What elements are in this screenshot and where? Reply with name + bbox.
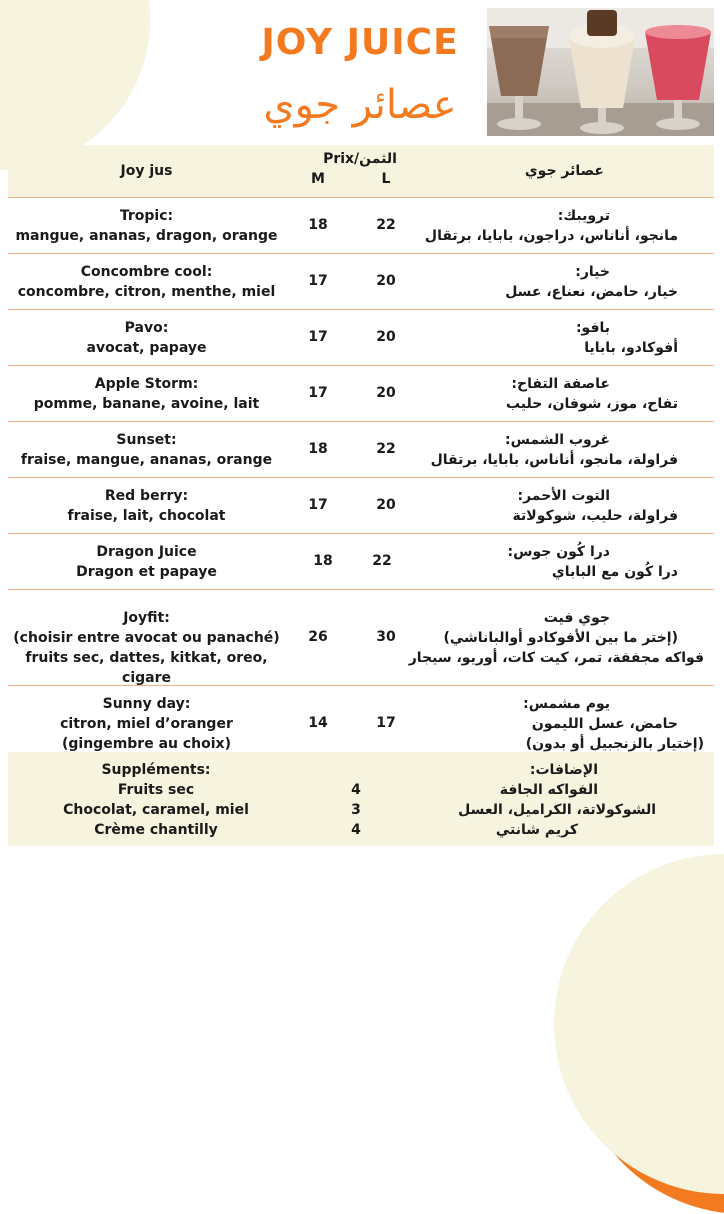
menu-row [8,366,714,422]
item-price-l: 20 [376,385,396,401]
item-price-l: 17 [376,715,396,731]
menu-row [8,590,714,686]
item-name-arabic: درا كُون جوس: [507,544,610,560]
item-name-french: Sunset: [116,432,177,448]
menu-row [8,254,714,310]
item-name-french: Dragon Juice [96,544,197,560]
item-ingredients-arabic: (إختر ما بين الأفوكادو أوالباناشي) [443,630,678,646]
item-price-m: 17 [308,497,328,513]
item-ingredients-french: mangue, ananas, dragon, orange [15,228,278,244]
item-price-m: 17 [308,385,328,401]
item-price-l: 22 [376,441,396,457]
item-name-french: Joyfit: [123,610,170,626]
item-ingredients-arabic: فراولة، حليب، شوكولاتة [512,508,678,524]
item-name-arabic: بافو: [575,320,610,336]
item-name-arabic: جوي فيت [543,610,610,626]
item-name-french: Pavo: [124,320,169,336]
menu-row [8,534,714,590]
header-size-m: M [311,171,325,187]
item-price-m: 17 [308,273,328,289]
item-ingredients-arabic: أفوكادو، بابايا [584,340,678,356]
item-price-l: 30 [376,629,396,645]
supplement-item-3-name-arabic: كريم شانتي [495,822,578,838]
menu-row [8,478,714,534]
item-price-m: 18 [308,217,328,233]
item-name-french: Sunny day: [102,696,191,712]
brand-title: JOY JUICE [261,22,459,63]
supplements-title: Suppléments: [101,762,211,778]
menu-row [8,422,714,478]
item-ingredients-french: concombre, citron, menthe, miel [17,284,276,300]
item-ingredients-arabic: تفاح، موز، شوفان، حليب [505,396,678,412]
supplements-title-arabic: الإضافات: [529,762,598,778]
item-ingredients-french: fraise, mangue, ananas, orange [20,452,273,468]
supplements-section [8,752,714,846]
supplement-item-1-name-arabic: الفواكه الجافة [499,782,598,798]
item-price-l: 22 [372,553,392,569]
supplement-item-3-price: 4 [351,822,361,838]
item-name-french: Concombre cool: [80,264,213,280]
item-price-m: 18 [313,553,333,569]
item-name-arabic: ترويبك: [557,208,610,224]
menu-row [8,197,714,254]
supplement-item-1-name: Fruits sec [117,782,195,798]
header-arabic-title: عصائر جوي [524,163,604,179]
item-ingredients-french: (choisir entre avocat ou panaché) [13,630,280,646]
menu-table [8,145,714,762]
item-name-arabic: يوم مشمس: [523,696,610,712]
item-name-arabic: غروب الشمس: [505,432,610,448]
supplement-item-2-price: 3 [351,802,361,818]
supplement-item-1-price: 4 [351,782,361,798]
supplement-item-2-name-arabic: الشوكولاتة، الكراميل، العسل [458,802,656,818]
item-price-l: 20 [376,329,396,345]
item-name-french: Tropic: [119,208,174,224]
item-ingredients-french: fraise, lait, chocolat [67,508,226,524]
item-name-french: Red berry: [104,488,189,504]
menu-header [8,145,714,197]
header-size-l: L [381,171,391,187]
item-ingredients-arabic: حامض، عسل الليمون [531,716,678,732]
item-name-french: Apple Storm: [94,376,199,392]
brand-title-arabic: عصائر جوي [263,82,457,128]
smoothies-photo [487,8,714,136]
item-extra-arabic: (إختيار بالزنجبيل أو بدون) [525,736,704,752]
item-ingredients-arabic: فراولة، مانجو، أناناس، بابايا، برتقال [430,452,678,468]
item-ingredients-french: avocat, papaye [86,340,207,356]
item-price-l: 20 [376,273,396,289]
item-extra-french: (gingembre au choix) [62,736,231,752]
item-price-m: 14 [308,715,328,731]
item-price-m: 17 [308,329,328,345]
corner-decoration-cream-bottom-right [554,854,724,1194]
item-price-m: 26 [308,629,328,645]
header-french-title: Joy jus [120,163,173,179]
item-name-arabic: عاصفة التفاح: [511,376,610,392]
supplement-item-3-name: Crème chantilly [94,822,218,838]
item-ingredients-arabic: خيار، حامض، نعناع، عسل [505,284,678,300]
item-price-l: 22 [376,217,396,233]
item-price-m: 18 [308,441,328,457]
menu-row [8,310,714,366]
item-extra-arabic: فواكه مجففة، تمر، كيت كات، أوريو، سيجار [408,650,704,666]
item-extra-french: fruits sec, dattes, kitkat, oreo, cigare [25,650,268,686]
item-ingredients-french: citron, miel d’oranger [60,716,233,732]
item-ingredients-french: pomme, banane, avoine, lait [33,396,260,412]
item-ingredients-arabic: مانجو، أناناس، دراجون، بابايا، برتقال [424,228,678,244]
menu-row [8,686,714,762]
item-ingredients-french: Dragon et papaye [76,564,217,580]
supplement-item-2-name: Chocolat, caramel, miel [63,802,249,818]
item-name-arabic: خيار: [575,264,610,280]
item-name-arabic: التوت الأحمر: [517,488,610,504]
item-price-l: 20 [376,497,396,513]
item-ingredients-arabic: درا كُون مع الباباي [551,564,678,580]
header-price-label: Prix/الثمن [323,151,397,167]
